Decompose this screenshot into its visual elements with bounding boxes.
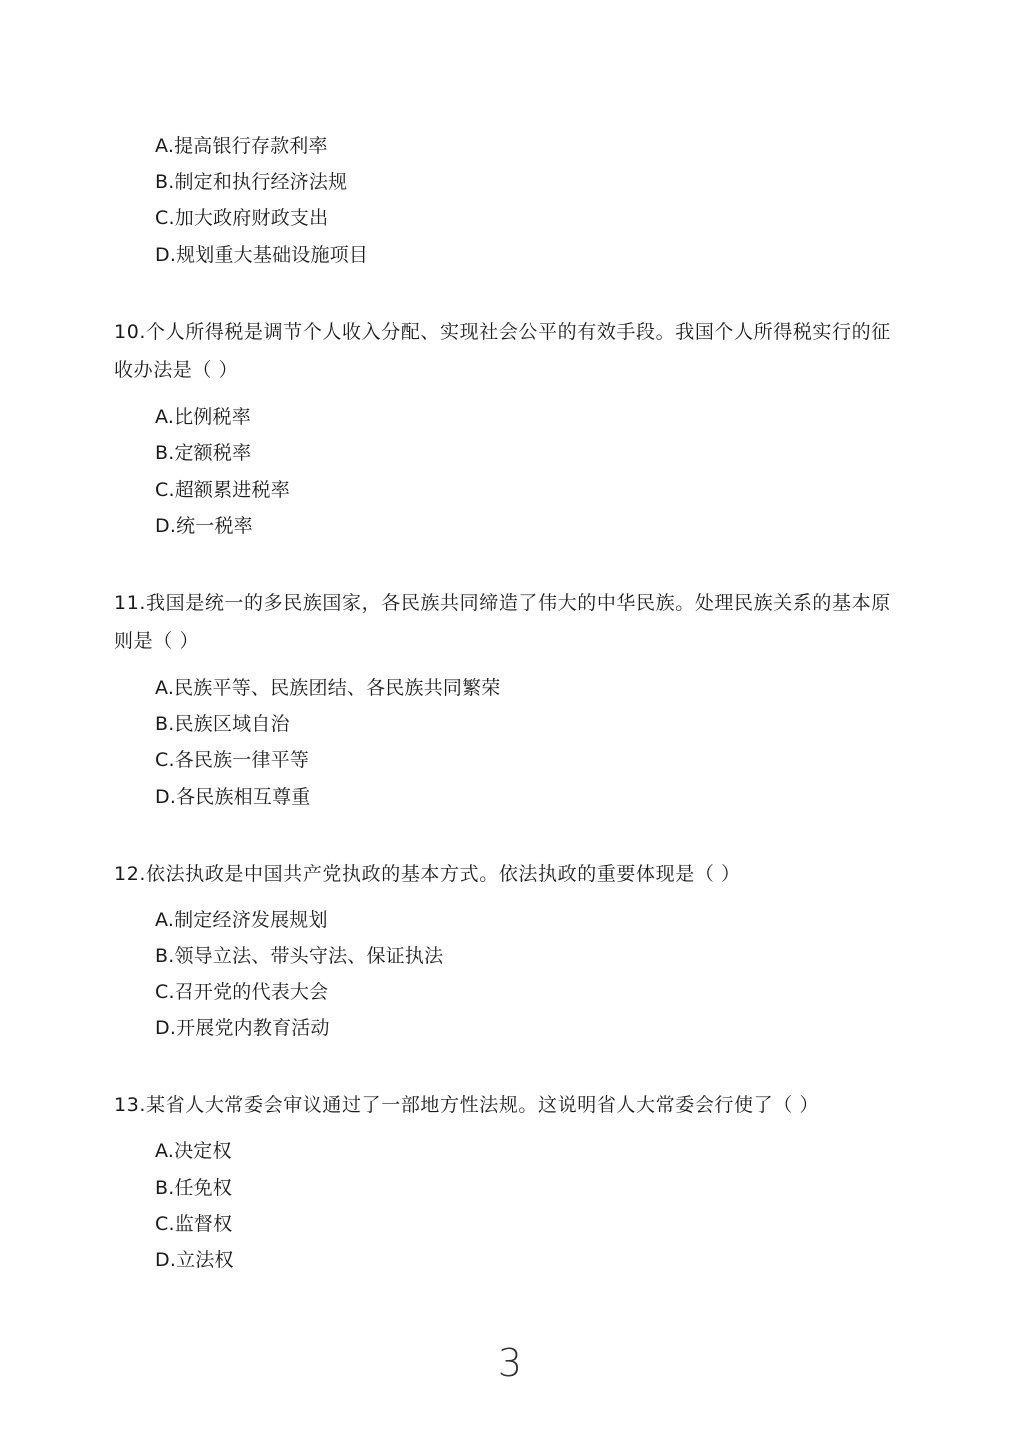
q13-option-c: C.监督权 bbox=[155, 1213, 233, 1235]
q9-option-b: B.制定和执行经济法规 bbox=[155, 171, 348, 193]
q13-stem: 13.某省人大常委会审议通过了一部地方性法规。这说明省人大常委会行使了（ ） bbox=[114, 1094, 820, 1116]
q11-option-a: A.民族平等、民族团结、各民族共同繁荣 bbox=[155, 677, 501, 699]
q11-stem-line1: 11.我国是统一的多民族国家，各民族共同缔造了伟大的中华民族。处理民族关系的基本原 bbox=[114, 592, 891, 614]
q9-option-c: C.加大政府财政支出 bbox=[155, 207, 329, 229]
q12-option-a: A.制定经济发展规划 bbox=[155, 909, 328, 931]
q12-option-b: B.领导立法、带头守法、保证执法 bbox=[155, 945, 444, 967]
q11-option-b: B.民族区域自治 bbox=[155, 713, 290, 735]
q10-stem-line2: 收办法是（ ） bbox=[114, 359, 239, 381]
page-number: 3 bbox=[497, 1341, 523, 1385]
q13-option-a: A.决定权 bbox=[155, 1140, 232, 1162]
q9-option-d: D.规划重大基础设施项目 bbox=[155, 244, 369, 266]
q9-option-a: A.提高银行存款利率 bbox=[155, 135, 328, 157]
q13-option-d: D.立法权 bbox=[155, 1249, 234, 1271]
q10-option-b: B.定额税率 bbox=[155, 442, 252, 464]
q12-option-d: D.开展党内教育活动 bbox=[155, 1017, 330, 1039]
q11-option-d: D.各民族相互尊重 bbox=[155, 786, 311, 808]
q10-option-c: C.超额累进税率 bbox=[155, 479, 290, 501]
q13-option-b: B.任免权 bbox=[155, 1177, 233, 1199]
q10-option-a: A.比例税率 bbox=[155, 406, 251, 428]
q11-option-c: C.各民族一律平等 bbox=[155, 749, 310, 771]
q10-stem-line1: 10.个人所得税是调节个人收入分配、实现社会公平的有效手段。我国个人所得税实行的征 bbox=[114, 321, 891, 343]
q12-option-c: C.召开党的代表大会 bbox=[155, 981, 329, 1003]
q10-option-d: D.统一税率 bbox=[155, 515, 253, 537]
q11-stem-line2: 则是（ ） bbox=[114, 630, 200, 652]
q12-stem: 12.依法执政是中国共产党执政的基本方式。依法执政的重要体现是（ ） bbox=[114, 863, 741, 885]
